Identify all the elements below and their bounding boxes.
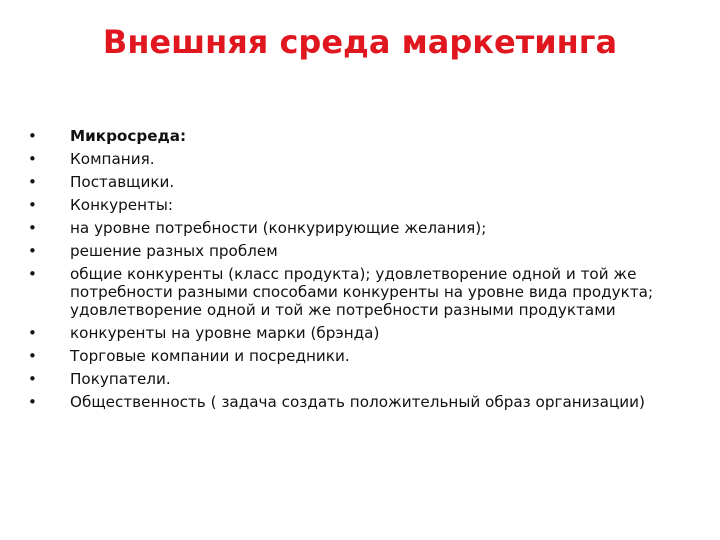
bullet-item-need-level: [28, 219, 698, 237]
bullet-text: Микросреда:: [70, 127, 187, 145]
bullet-text: Торговые компании и посредники.: [70, 347, 350, 365]
bullet-icon: •: [28, 393, 37, 411]
bullet-icon: •: [28, 242, 37, 260]
bullet-text: конкуренты на уровне марки (брэнда): [70, 324, 380, 342]
bullet-item-suppliers: [28, 173, 698, 191]
bullet-text: Покупатели.: [70, 370, 171, 388]
slide-title: Внешняя среда маркетинга: [102, 23, 618, 61]
bullet-item-competitors: [28, 196, 698, 214]
bullet-icon: •: [28, 324, 37, 342]
bullet-icon: •: [28, 127, 37, 145]
bullet-item-general-competitors: [28, 265, 698, 319]
bullet-icon: •: [28, 150, 37, 168]
bullet-text: Поставщики.: [70, 173, 175, 191]
bullet-icon: •: [28, 219, 37, 237]
bullet-item-trade-companies: [28, 347, 698, 365]
bullet-icon: •: [28, 196, 37, 214]
bullet-item-different-problems: [28, 242, 698, 260]
bullet-item-microenvironment: [28, 127, 698, 145]
bullet-icon: •: [28, 370, 37, 388]
bullet-icon: •: [28, 173, 37, 191]
bullet-item-buyers: [28, 370, 698, 388]
bullet-item-brand-level: [28, 324, 698, 342]
bullet-text: общие конкуренты (класс продукта); удовлетворение одной и той же потребности разными способами конкуренты на уровне вида продукта; удовлетворение одной и той же потребности разными продуктами: [70, 265, 654, 319]
bullet-text: Компания.: [70, 150, 155, 168]
bullet-icon: •: [28, 265, 37, 283]
bullet-item-company: [28, 150, 698, 168]
bullet-text: решение разных проблем: [70, 242, 278, 260]
bullet-text: Общественность ( задача создать положительный образ организации): [70, 393, 645, 411]
bullet-list: [28, 127, 698, 416]
bullet-text: на уровне потребности (конкурирующие желания);: [70, 219, 487, 237]
bullet-item-public: [28, 393, 698, 411]
bullet-text: Конкуренты:: [70, 196, 174, 214]
bullet-icon: •: [28, 347, 37, 365]
